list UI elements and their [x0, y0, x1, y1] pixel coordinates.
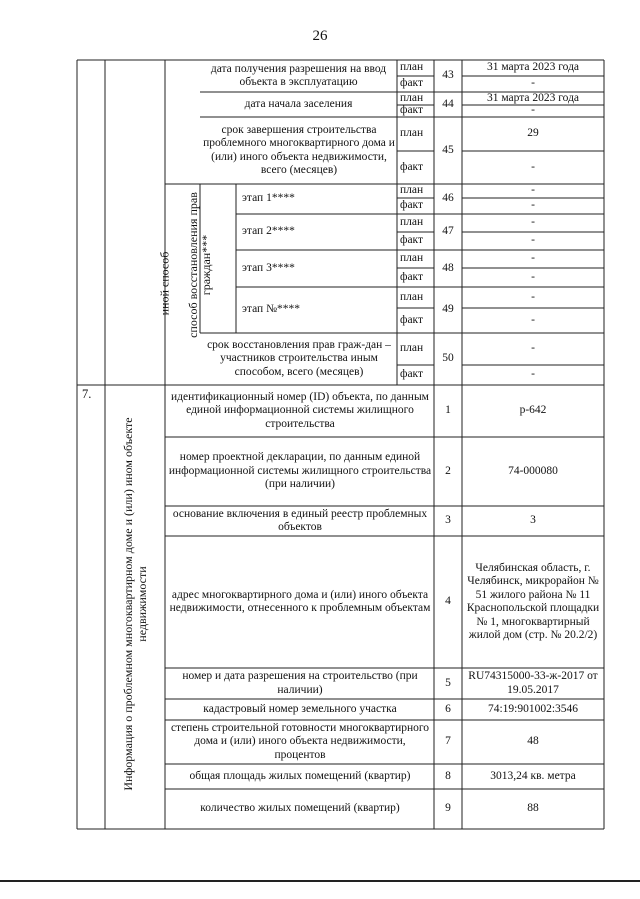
- fact-label: факт: [400, 234, 424, 247]
- row-label: этап 1****: [242, 192, 295, 205]
- item-value: 3: [530, 514, 536, 527]
- item-label: основание включения в единый реестр проблемных объектов: [172, 507, 428, 533]
- fact-label: факт: [400, 77, 424, 90]
- fact-value: -: [531, 160, 535, 173]
- row-number: 45: [442, 143, 454, 156]
- row-number: 43: [442, 69, 454, 82]
- item-number: 5: [445, 676, 451, 689]
- item-number: 2: [445, 464, 451, 477]
- fact-value: -: [531, 199, 535, 212]
- restoration-method-label: способ восстановления прав граждан***: [186, 192, 213, 338]
- plan-value: -: [531, 290, 535, 303]
- item-value: р-642: [519, 404, 547, 417]
- section7-title: Информация о проблемном многоквартирном доме и (или) ином объекте недвижимости: [121, 417, 149, 791]
- plan-label: план: [400, 342, 424, 355]
- other-method-label: иной способ: [157, 251, 172, 316]
- item-number: 7: [445, 735, 451, 748]
- plan-value: 31 марта 2023 года: [486, 91, 580, 104]
- item-value: 48: [527, 735, 539, 748]
- fact-value: -: [531, 77, 535, 90]
- plan-value: 31 марта 2023 года: [486, 61, 580, 74]
- plan-label: план: [400, 61, 424, 74]
- item-label: общая площадь жилых помещений (квартир): [189, 769, 411, 782]
- item-number: 9: [445, 802, 451, 815]
- item-number: 3: [445, 514, 451, 527]
- item-label: степень строительной готовности многоквартирного дома и (или) иного объекта недвижимости, процентов: [170, 721, 430, 761]
- fact-label: факт: [400, 368, 424, 381]
- item-label: количество жилых помещений (квартир): [200, 802, 400, 815]
- fact-label: факт: [400, 313, 424, 326]
- plan-label: план: [400, 127, 424, 140]
- fact-value: -: [531, 313, 535, 326]
- fact-value: -: [531, 368, 535, 381]
- row-number: 49: [442, 303, 454, 316]
- plan-label: план: [400, 184, 424, 197]
- page-bottom-rule: [0, 880, 640, 882]
- item-label: адрес многоквартирного дома и (или) иного объекта недвижимости, отнесенного к проблемным объектам: [169, 588, 431, 614]
- plan-label: план: [400, 216, 424, 229]
- item-value: Челябинская область, г. Челябинск, микрорайон № 51 жилого района № 11 Краснопольской площадки № 1, многоквартирный жилой дом (стр. № 20.2/2): [466, 561, 600, 641]
- row-label: этап 2****: [242, 225, 295, 238]
- fact-value: -: [531, 234, 535, 247]
- plan-value: 29: [527, 127, 539, 140]
- plan-value: -: [531, 342, 535, 355]
- fact-label: факт: [400, 199, 424, 212]
- plan-label: план: [400, 91, 424, 104]
- row-number: 44: [442, 97, 454, 110]
- row-number: 48: [442, 261, 454, 274]
- item-label: кадастровый номер земельного участка: [203, 702, 397, 715]
- item-label: номер и дата разрешения на строительство (при наличии): [182, 670, 418, 696]
- page-number: 26: [312, 28, 328, 44]
- row-number: 47: [442, 225, 454, 238]
- plan-value: -: [531, 184, 535, 197]
- item-number: 8: [445, 769, 451, 782]
- row-number: 50: [442, 352, 454, 365]
- item-label: идентификационный номер (ID) объекта, по данным единой информационной системы жилищного строительства: [171, 390, 429, 430]
- fact-label: факт: [400, 160, 424, 173]
- item-number: 4: [445, 595, 451, 608]
- item-number: 1: [445, 404, 451, 417]
- section-number: 7.: [82, 387, 92, 402]
- plan-label: план: [400, 252, 424, 265]
- item-value: RU74315000-33-ж-2017 от 19.05.2017: [468, 670, 598, 696]
- fact-value: -: [531, 104, 535, 117]
- item-value: 74:19:901002:3546: [487, 702, 579, 715]
- fact-value: -: [531, 270, 535, 283]
- fact-label: факт: [400, 104, 424, 117]
- plan-label: план: [400, 290, 424, 303]
- row-label: этап 3****: [242, 261, 295, 274]
- item-value: 88: [527, 802, 539, 815]
- row-label: дата получения разрешения на ввод объекта в эксплуатацию: [210, 62, 387, 88]
- fact-label: факт: [400, 270, 424, 283]
- row-label: этап №****: [242, 303, 301, 316]
- row-label: срок восстановления прав граж-дан – участников строительства иным способом, всего (месяцев): [207, 338, 391, 378]
- row-label: дата начала заселения: [244, 97, 353, 110]
- row-number: 46: [442, 192, 454, 205]
- item-number: 6: [445, 702, 451, 715]
- row-label: срок завершения строительства проблемного многоквартирного дома и (или) иного объекта недвижимости, всего (месяцев): [203, 123, 395, 176]
- item-label: номер проектной декларации, по данным единой информационной системы жилищного строительства (при наличии): [168, 451, 432, 491]
- plan-value: -: [531, 252, 535, 265]
- plan-value: -: [531, 216, 535, 229]
- item-value: 3013,24 кв. метра: [490, 769, 576, 782]
- item-value: 74-000080: [508, 464, 558, 477]
